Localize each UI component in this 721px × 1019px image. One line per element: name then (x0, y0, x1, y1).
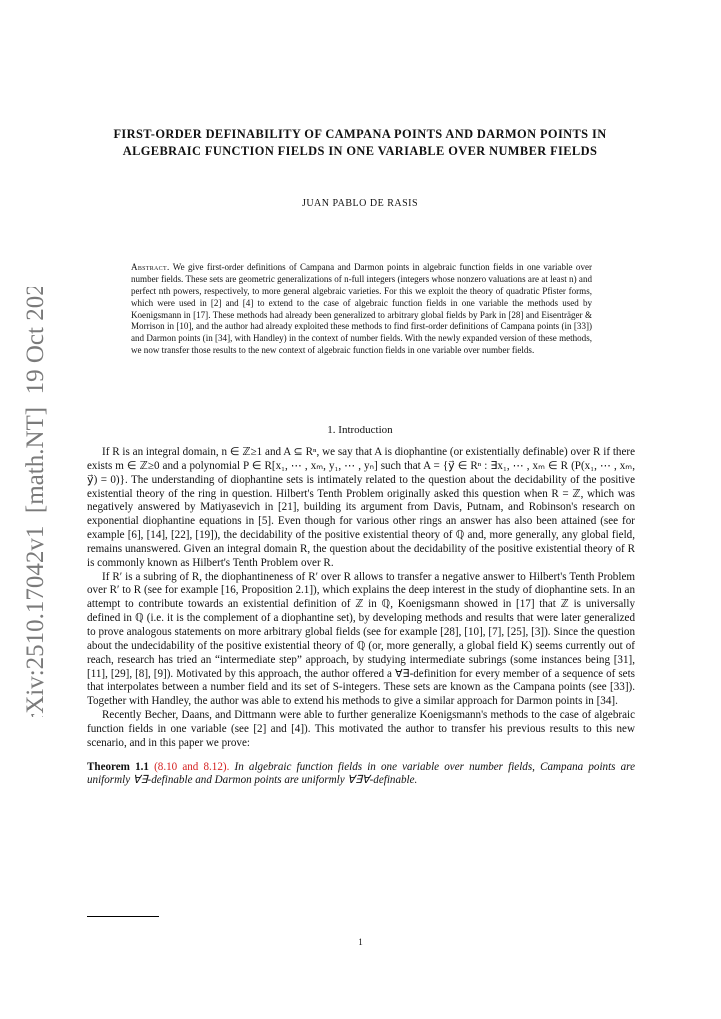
theorem-statement: In algebraic function fields in one variable over number fields, Campana points are uniformly ∀∃-definable and Darmon points are uniformly ∀∃∀-definable. (87, 760, 635, 787)
main-body-text (87, 446, 635, 788)
theorem-block (87, 761, 635, 789)
arxiv-identifier-text: arXiv:2510.17042v1 [math.NT] 19 Oct 2025 (22, 287, 49, 717)
paper-title: FIRST-ORDER DEFINABILITY OF CAMPANA POINTS AND DARMON POINTS IN ALGEBRAIC FUNCTION FIELDS IN ONE VARIABLE OVER NUMBER FIELDS (113, 127, 607, 158)
abstract-block (131, 262, 592, 357)
abstract-text: We give first-order definitions of Campana and Darmon points in algebraic function fields in one variable over number fields. These sets are geometric generalizations of n-full integers (integers whose nonzero valuations are at least n) and perfect nth powers, respectively, to more general algebraic varieties. For this we exploit the theory of quadratic Pfister forms, which were used in [2] and [4] to extend to the case of algebraic function fields in one variable the methods used by Koenigsmann in [17]. These methods had already been generalized to arbitrary global fields by Park in [28] and Eisenträger & Morrison in [10], and the author had already exploited these methods to find first-order definitions of Campana points (in [33]) and Darmon points (in [34], with Handley) in the context of number fields. With the newly expanded version of these methods, we now transfer those results to the new context of algebraic function fields in one variable over number fields. (131, 262, 592, 356)
page-number: 1 (358, 937, 363, 947)
footnote-rule (87, 916, 159, 917)
author-name: JUAN PABLO DE RASIS (301, 198, 419, 209)
body-paragraph: If R is an integral domain, n ∈ ℤ≥1 and A ⊆ Rⁿ, we say that A is diophantine (or existentially definable) over R if there exists m ∈ ℤ≥0 and a polynomial P ∈ R[x₁, ⋯ , xₘ, y₁, ⋯ , yₙ] such that A = {y⃗ ∈ Rⁿ : ∃x₁, ⋯ , xₘ ∈ R (P(x₁, ⋯ , xₘ, y⃗) = 0)}. The understanding of diophantine sets is intimately related to the question about the decidability of the positive existential theory of the ring in question. Hilbert's Tenth Problem originally asked this question when R = ℤ, which was negatively answered by Matiyasevich in [21], building its argument from Davis, Putnam, and Robinson's research on exponential diophantine equations in [5]. Even though for various other rings an answer has also been attained (see for example [6], [14], [22], [19]), the decidability of the positive existential theory of ℚ and, more generally, any global field, remains unanswered. Given an integral domain R, the question about the decidability of the positive existential theory of R is commonly known as Hilbert's Tenth Problem over R. (87, 446, 635, 569)
body-paragraph: If R′ is a subring of R, the diophantineness of R′ over R allows to transfer a negative answer to Hilbert's Tenth Problem over R′ to R (see for example [16, Proposition 2.1]), which explains the deep interest in the study of diophantine sets. In an attempt to contribute towards an existential definition of ℤ in ℚ, Koenigsmann showed in [17] that ℤ is universally defined in ℚ (i.e. it is the complement of a diophantine set), by developing methods and results that were later generalized to prove analogous statements on more arbitrary global fields (see for example [28], [10], [7], [25], [3]). Since the question about the undecidability of the positive existential theory of ℚ (or, more generally, a global field K) seems currently out of reach, research has tried an “intermediate step” approach, by studying intermediate subrings (some instances being [31], [11], [29], [8], [9]). Motivated by this approach, the author offered a ∀∃-definition for every member of a sequence of sets that interpolates between a number field and its set of S-integers. These sets are known as the Campana points (see [33]). Together with Handley, the author was able to extend his methods to give a similar approach for Darmon points in [34]. (87, 570, 635, 708)
theorem-label: Theorem 1.1 (87, 760, 149, 773)
body-paragraph: Recently Becher, Daans, and Dittmann were able to further generalize Koenigsmann's methods to the case of algebraic function fields in one variable (see [2] and [4]). This motivated the author to transfer his previous results to this new scenario, and in this paper we prove: (87, 709, 635, 749)
abstract-label: Abstract. (131, 262, 170, 272)
theorem-reference-link[interactable]: (8.10 and 8.12). (154, 760, 230, 773)
arxiv-identifier-sidebar (18, 287, 52, 717)
arxiv-identifier-graphic (18, 287, 52, 717)
section-heading-introduction: 1. Introduction (327, 424, 393, 436)
